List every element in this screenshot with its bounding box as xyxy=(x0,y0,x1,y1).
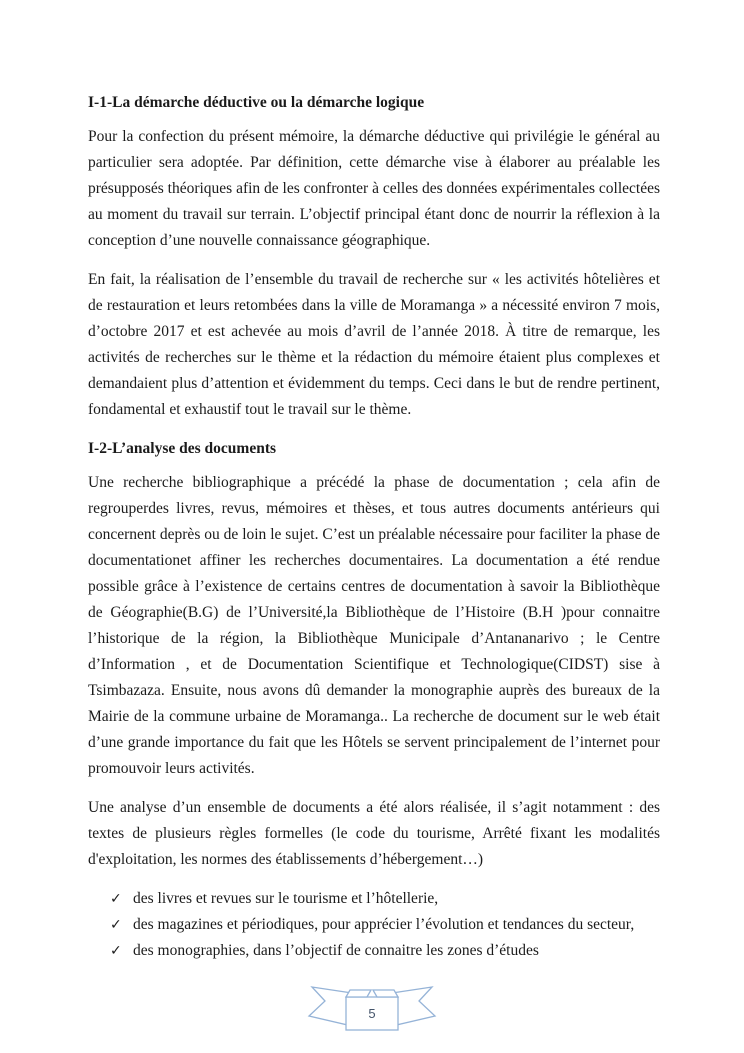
ribbon-right-fold xyxy=(373,990,398,997)
checkmark-icon: ✓ xyxy=(110,943,122,959)
list-item xyxy=(110,938,660,964)
section-heading-document-analysis: I-2-L’analyse des documents xyxy=(88,440,277,457)
checkmark-icon: ✓ xyxy=(110,891,122,907)
section-heading-deductive-method: I-1-La démarche déductive ou la démarche logique xyxy=(88,94,425,111)
document-body xyxy=(88,88,660,977)
ribbon-banner-icon xyxy=(304,985,440,1031)
paragraph-research-timeline: En fait, la réalisation de l’ensemble du travail de recherche sur « les activités hôtelières et de restauration et leurs retombées dans la ville de Moramanga » a nécessité environ 7 mois, d’octobre 2017 et est achevée au mois d’avril de l’année 2018. À titre de remarque, les activités de recherches sur le thème et la rédaction du mémoire étaient plus complexes et demandaient plus d’attention et évidemment du temps. Ceci dans le but de rendre pertinent, fondamental et exhaustif tout le travail sur le thème. xyxy=(88,271,660,418)
page-footer xyxy=(0,985,744,1031)
list-item-text: des livres et revues sur le tourisme et l’hôtellerie, xyxy=(133,890,439,907)
ribbon-left-fold xyxy=(346,990,371,997)
list-item-text: des monographies, dans l’objectif de connaitre les zones d’études xyxy=(133,942,539,959)
list-item xyxy=(110,886,660,912)
list-item xyxy=(110,912,660,938)
page-number: 5 xyxy=(368,1006,376,1021)
document-types-list xyxy=(88,886,660,964)
list-item-text: des magazines et périodiques, pour apprécier l’évolution et tendances du secteur, xyxy=(133,916,635,933)
paragraph-documentation: Une recherche bibliographique a précédé la phase de documentation ; cela afin de regrouperdes livres, revus, mémoires et thèses, et tous autres documents antérieurs qui concernent deprès ou de loin le sujet. C’est un préalable nécessaire pour faciliter la phase de documentationet affiner les recherches documentaires. La documentation a été rendue possible grâce à l’existence de certains centres de documentation à savoir la Bibliothèque de Géographie(B.G) de l’Université,la Bibliothèque de l’Histoire (B.H )pour connaitre l’historique de la région, la Bibliothèque Municipale d’Antananarivo ; le Centre d’Information , et de Documentation Scientifique et Technologique(CIDST) sise à Tsimbazaza. Ensuite, nous avons dû demander la monographie auprès des bureaux de la Mairie de la commune urbaine de Moramanga.. La recherche de document sur le web était d’une grande importance du fait que les Hôtels se servent principalement de l’internet pour promouvoir leurs activités. xyxy=(88,474,660,777)
paragraph-document-analysis: Une analyse d’un ensemble de documents a été alors réalisée, il s’agit notamment : des textes de plusieurs règles formelles (le code du tourisme, Arrêté fixant les modalités d'exploitation, les normes des établissements d’hébergement…) xyxy=(88,799,660,868)
checkmark-icon: ✓ xyxy=(110,917,122,933)
paragraph-methodology: Pour la confection du présent mémoire, la démarche déductive qui privilégie le général au particulier sera adoptée. Par définition, cette démarche vise à élaborer au préalable les présupposés théoriques afin de les confronter à celles des données expérimentales collectées au moment du travail sur terrain. L’objectif principal étant donc de nourrir la réflexion à la conception d’une nouvelle connaissance géographique. xyxy=(88,128,660,249)
